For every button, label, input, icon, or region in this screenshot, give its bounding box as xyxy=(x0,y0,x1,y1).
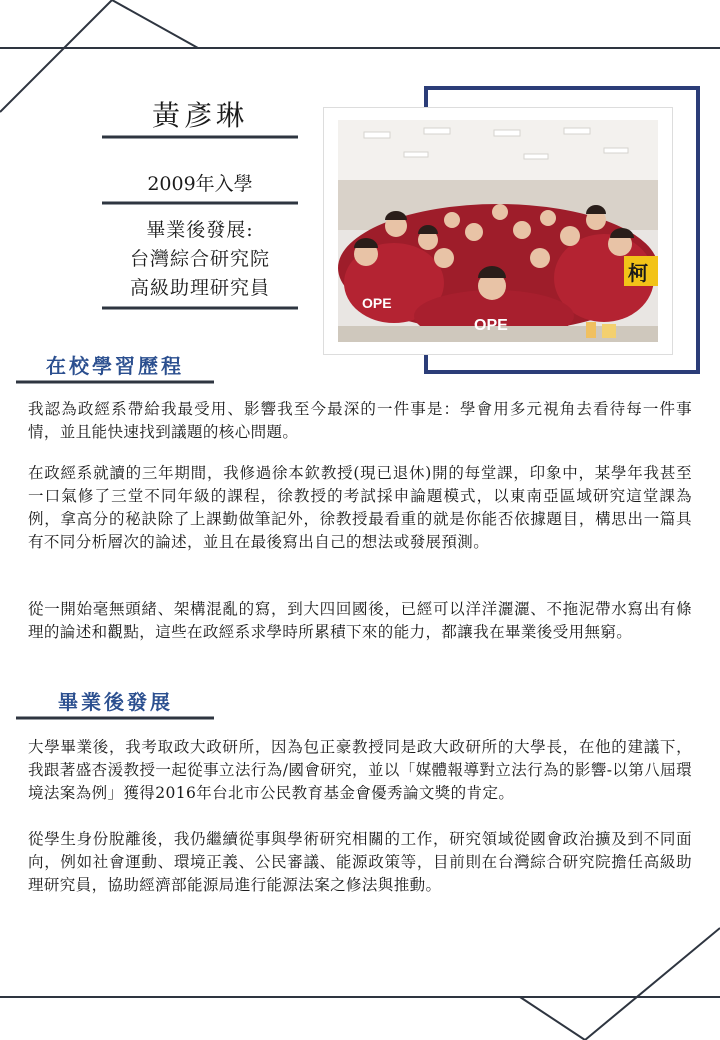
group-photo-illustration xyxy=(324,108,672,354)
person-name: 黃彥琳 xyxy=(151,99,248,132)
group-photo xyxy=(324,108,672,354)
career-info xyxy=(102,216,298,303)
study-paragraph-3: 從一開始毫無頭緒、架構混亂的寫，到大四回國後，已經可以洋洋灑灑、不拖泥帶水寫出有條理的論述和觀點，這些在政經系求學時所累積下來的能力，都讓我在畢業後受用無窮。 xyxy=(28,600,692,641)
shirt-text-center: OPE xyxy=(474,317,508,334)
career-organization: 台灣綜合研究院 xyxy=(129,248,270,270)
shirt-text: OPE xyxy=(362,295,392,311)
after-paragraph-2: 從學生身份脫離後，我仍繼續從事與學術研究相關的工作，研究領域從國會政治擴及到不同面向，例如社會運動、環境正義、公民審議、能源政策等，目前則在台灣綜合研究院擔任高級助理研究員，協助經濟部能源局進行能源法案之修法與推動。 xyxy=(28,830,692,894)
study-paragraph-1: 我認為政經系帶給我最受用、影響我至今最深的一件事是：學會用多元視角去看待每一件事情，並且能快速找到議題的核心問題。 xyxy=(28,400,692,441)
entry-year: 2009年入學 xyxy=(147,173,253,195)
sign-text: 柯 xyxy=(628,261,648,285)
after-paragraph-1: 大學畢業後，我考取政大政研所，因為包正豪教授同是政大政研所的大學長，在他的建議下，我跟著盛杏湲教授一起從事立法行為/國會研究，並以「媒體報導對立法行為的影響-以第八屆環境法案為例」獲得2016年台北市公民教育基金會優秀論文獎的肯定。 xyxy=(28,738,692,802)
career-title: 高級助理研究員 xyxy=(129,277,270,299)
section-title-study: 在校學習歷程 xyxy=(46,354,184,378)
career-heading: 畢業後發展: xyxy=(146,219,254,241)
study-paragraph-2: 在政經系就讀的三年期間，我修過徐本欽教授(現已退休)開的每堂課，印象中，某學年我甚至一口氣修了三堂不同年級的課程，徐教授的考試採申論題模式，以東南亞區域研究這堂課為例，拿高分的秘訣除了上課勤做筆記外，徐教授最看重的就是你能否依據題目，構思出一篇具有不同分析層次的論述，並且在最後寫出自己的想法或發展預測。 xyxy=(28,464,692,551)
section-title-after: 畢業後發展 xyxy=(58,690,173,714)
